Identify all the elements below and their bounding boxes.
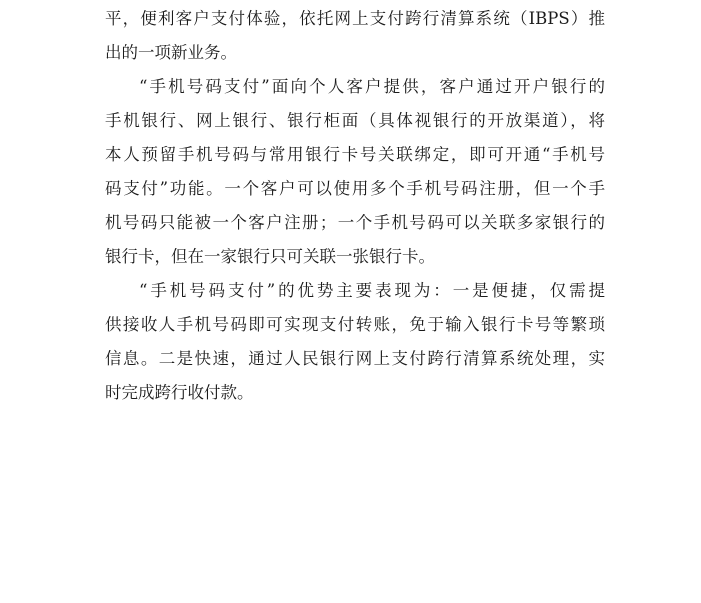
text-line: “手机号码支付”的优势主要表现为：一是便捷，仅需提 [139,281,605,300]
text-line: 平，便利客户支付体验，依托网上支付跨行清算系统（IBPS）推 [105,9,605,28]
paragraph-service-description [105,70,605,274]
text-line: 信息。二是快速，通过人民银行网上支付跨行清算系统处理，实 [105,349,605,368]
text-line: 出的一项新业务。 [105,43,237,62]
text-line: 本人预留手机号码与常用银行卡号关联绑定，即可开通“手机号 [105,145,605,164]
text-line: 供接收人手机号码即可实现支付转账，免于输入银行卡号等繁琐 [105,315,605,334]
paragraph-advantages [105,274,605,410]
text-line: 时完成跨行收付款。 [105,383,254,402]
text-line: 机号码只能被一个客户注册；一个手机号码可以关联多家银行的 [105,213,605,232]
text-line: 银行卡，但在一家银行只可关联一张银行卡。 [105,247,435,266]
text-line: 码支付”功能。一个客户可以使用多个手机号码注册，但一个手 [105,179,605,198]
paragraph-ibps-intro [105,2,605,70]
text-line: “手机号码支付”面向个人客户提供，客户通过开户银行的 [139,77,605,96]
document-body [105,2,605,410]
text-line: 手机银行、网上银行、银行柜面（具体视银行的开放渠道），将 [105,111,605,130]
